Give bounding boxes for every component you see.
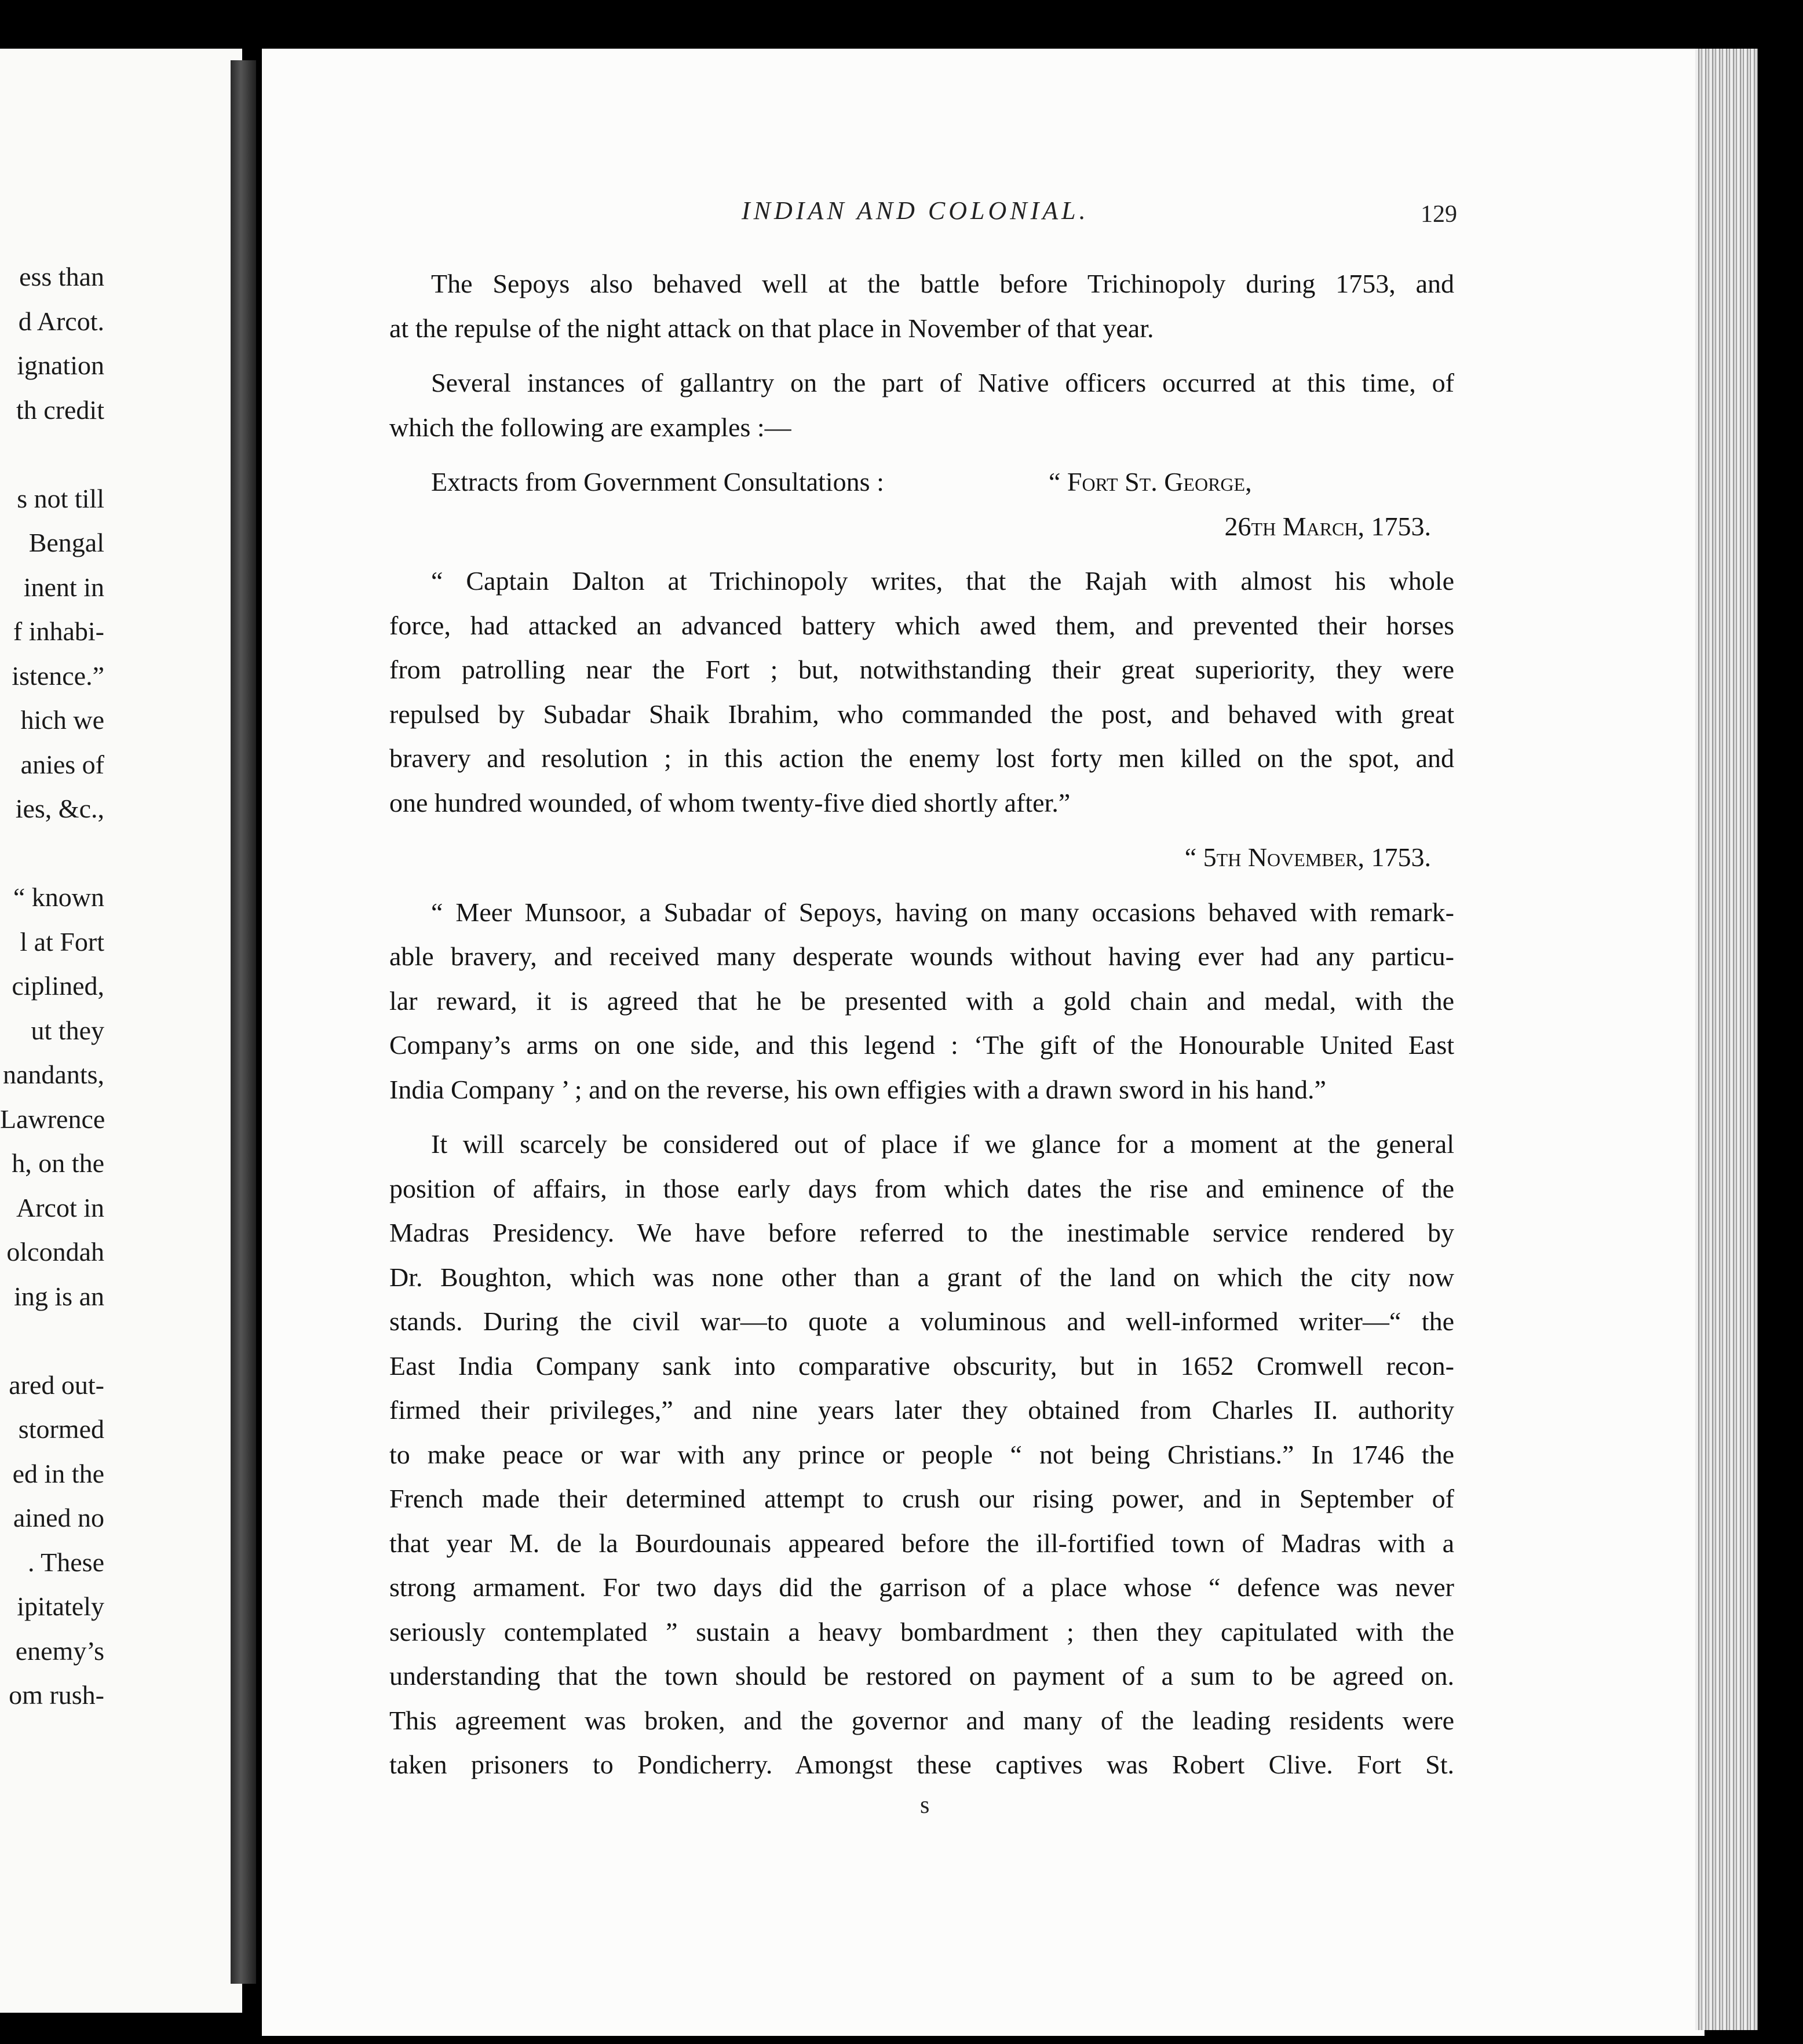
- text-line: able bravery, and received many desperate wounds without having ever had any particu-: [389, 941, 1454, 971]
- quote-munsoor: [389, 890, 1454, 1112]
- text-line: that year M. de la Bourdounais appeared before the ill-fortified town of Madras with a: [389, 1528, 1454, 1558]
- left-text-line: th credit: [16, 395, 104, 425]
- left-text-line: om rush-: [9, 1680, 104, 1710]
- left-text-line: hich we: [20, 705, 104, 735]
- text-line: Several instances of gallantry on the part of Native officers occurred at this time, of: [431, 368, 1454, 397]
- quote-dalton: [389, 559, 1454, 825]
- left-text-line: inent in: [23, 572, 104, 602]
- text-line: bravery and resolution ; in this action the enemy lost forty men killed on the spot, and: [389, 743, 1454, 773]
- left-text-line: ies, &c.,: [15, 794, 104, 823]
- left-text-line: ciplined,: [12, 971, 104, 1001]
- left-text-line: Arcot in: [16, 1192, 104, 1222]
- left-text-line: ut they: [31, 1015, 104, 1045]
- page-edges: [1695, 49, 1758, 2030]
- left-text-line: enemy’s: [15, 1636, 104, 1666]
- date-march-1753: 26th March, 1753.: [1224, 511, 1431, 541]
- extracts-label: Extracts from Government Consultations :: [431, 467, 884, 497]
- book-gutter: [231, 60, 256, 1984]
- left-text-line: stormed: [18, 1414, 104, 1444]
- left-text-line: Bengal: [28, 528, 104, 557]
- left-text-line: ing is an: [14, 1281, 104, 1311]
- running-head: INDIAN AND COLONIAL.: [742, 196, 1089, 225]
- text-line: Madras Presidency. We have before referred to the inestimable service rendered by: [389, 1218, 1454, 1247]
- text-line: Company’s arms on one side, and this legend : ‘The gift of the Honourable United East: [389, 1030, 1454, 1060]
- left-text-line: istence.”: [12, 660, 104, 691]
- left-text-line: l at Fort: [20, 926, 104, 957]
- text-line: taken prisoners to Pondicherry. Amongst these captives was Robert Clive. Fort St.: [389, 1750, 1454, 1779]
- left-text-line: ared out-: [9, 1370, 104, 1400]
- text-line: East India Company sank into comparative obscurity, but in 1652 Cromwell recon-: [389, 1351, 1454, 1381]
- left-text-line: h, on the: [12, 1148, 104, 1178]
- text-line: from patrolling near the Fort ; but, notwithstanding their great superiority, they were: [389, 655, 1454, 684]
- text-line: strong armament. For two days did the garrison of a place whose “ defence was never: [389, 1572, 1454, 1602]
- text-line: “ Captain Dalton at Trichinopoly writes, that the Rajah with almost his whole: [431, 566, 1454, 596]
- text-line: This agreement was broken, and the governor and many of the leading residents were: [389, 1705, 1454, 1735]
- left-text-line: anies of: [20, 749, 104, 779]
- text-line: force, had attacked an advanced battery which awed them, and prevented their horses: [389, 610, 1454, 640]
- text-line: position of affairs, in those early days from which dates the rise and eminence of the: [389, 1173, 1454, 1203]
- text-line: firmed their privileges,” and nine years later they obtained from Charles II. authority: [389, 1395, 1454, 1425]
- page-number: 129: [1421, 201, 1457, 228]
- left-text-line: “ known: [13, 882, 104, 912]
- paragraph-madras: [389, 1122, 1454, 1787]
- location-heading: “ Fort St. George,: [1049, 467, 1252, 497]
- text-line: “ Meer Munsoor, a Subadar of Sepoys, having on many occasions behaved with remark-: [431, 897, 1454, 927]
- left-text-line: ed in the: [12, 1458, 104, 1488]
- left-text-line: ess than: [19, 262, 104, 291]
- text-line: understanding that the town should be restored on payment of a sum to be agreed on.: [389, 1661, 1454, 1691]
- paragraph-gallantry: [389, 361, 1454, 450]
- line-gap: [0, 831, 104, 876]
- left-text-line: d Arcot.: [18, 306, 104, 336]
- text-line: which the following are examples :—: [389, 412, 791, 442]
- left-text-line: nandants,: [2, 1060, 104, 1089]
- text-line: It will scarcely be considered out of place if we glance for a moment at the general: [431, 1129, 1454, 1159]
- left-text-line: ipitately: [17, 1592, 104, 1621]
- signature-mark: s: [920, 1792, 930, 1819]
- left-text-line: ignation: [17, 351, 104, 380]
- left-text-line: Lawrence: [0, 1104, 105, 1134]
- left-text-line: s not till: [17, 483, 104, 513]
- text-line: Dr. Boughton, which was none other than a grant of the land on which the city now: [389, 1262, 1454, 1292]
- line-gap: [0, 1319, 104, 1363]
- text-line: The Sepoys also behaved well at the battle before Trichinopoly during 1753, and: [431, 269, 1454, 298]
- extracts-heading: [389, 460, 1454, 505]
- text-line: stands. During the civil war—to quote a voluminous and well-informed writer—“ the: [389, 1306, 1454, 1336]
- text-line: India Company ’ ; and on the reverse, his own effigies with a drawn sword in his hand.”: [389, 1074, 1326, 1104]
- text-line: French made their determined attempt to crush our rising power, and in September of: [389, 1484, 1454, 1513]
- left-page-text: [0, 255, 104, 1718]
- left-text-line: olcondah: [6, 1237, 104, 1266]
- date-november-1753: “ 5th November, 1753.: [1184, 842, 1431, 872]
- text-line: seriously contemplated ” sustain a heavy bombardment ; then they capitulated with the: [389, 1616, 1454, 1647]
- text-line: repulsed by Subadar Shaik Ibrahim, who commanded the post, and behaved with great: [389, 699, 1454, 729]
- paragraph-sepoys: [389, 262, 1454, 351]
- text-line: lar reward, it is agreed that he be presented with a gold chain and medal, with the: [389, 986, 1454, 1016]
- text-line: one hundred wounded, of whom twenty-five died shortly after.”: [389, 787, 1071, 817]
- left-text-line: f inhabi-: [13, 616, 104, 646]
- line-gap: [0, 432, 104, 477]
- left-text-line: . These: [27, 1547, 104, 1577]
- text-line: at the repulse of the night attack on that place in November of that year.: [389, 313, 1154, 343]
- left-text-line: ained no: [13, 1503, 104, 1532]
- main-text: [389, 262, 1454, 1787]
- text-line: to make peace or war with any prince or people “ not being Christians.” In 1746 the: [389, 1439, 1454, 1469]
